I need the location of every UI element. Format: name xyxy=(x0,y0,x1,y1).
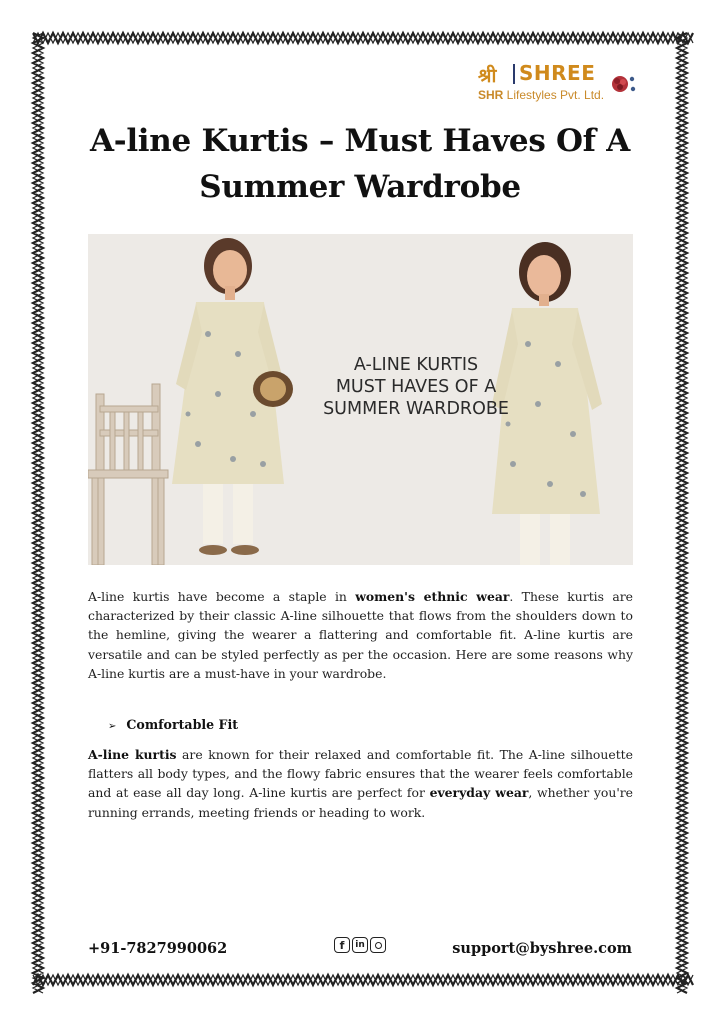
footer-phone[interactable]: +91-7827990062 xyxy=(88,940,228,957)
section-heading-text: Comfortable Fit xyxy=(126,717,239,732)
arrow-bullet-icon: ➢ xyxy=(108,721,117,732)
footer-email[interactable]: support@byshree.com xyxy=(452,940,632,957)
logo-subtitle xyxy=(478,88,604,102)
instagram-icon[interactable] xyxy=(370,937,386,953)
hero-banner-text: A-LINE KURTIS MUST HAVES OF A SUMMER WARDROBE xyxy=(323,355,509,419)
facebook-icon[interactable] xyxy=(334,937,350,953)
facebook-glyph: f xyxy=(339,938,345,952)
intro-text-start: A-line kurtis have become a staple in xyxy=(88,589,356,604)
company-logo xyxy=(478,60,648,110)
womens-ethnic-wear-link[interactable]: women's ethnic wear xyxy=(355,589,510,604)
flower-logo-icon xyxy=(608,70,638,100)
linkedin-glyph: in xyxy=(355,939,365,950)
linkedin-icon[interactable] xyxy=(352,937,368,953)
page-title: A-line Kurtis – Must Haves Of A Summer Wardrobe xyxy=(90,123,630,205)
a-line-kurtis-link[interactable]: A-line kurtis xyxy=(88,747,177,762)
hero-banner-image xyxy=(88,234,633,565)
instagram-lens xyxy=(375,942,382,949)
intro-text-end: . These kurtis are characterized by their classic A-line silhouette that flows from the shoulders down to the hemline, giving the wearer a flattering and comfortable fit. A-line kurtis are versatile and can be styled perfectly as per the occasion. Here are some reasons why A-line kurtis are a must-have in your wardrobe. xyxy=(88,589,633,681)
logo-brand-text: SHREE xyxy=(519,61,596,85)
intro-paragraph xyxy=(88,587,633,683)
logo-hindi-text: श्री xyxy=(478,65,497,87)
section-heading-comfortable-fit xyxy=(108,717,238,732)
logo-separator xyxy=(513,64,515,84)
social-icons xyxy=(334,937,386,953)
comfortable-fit-paragraph xyxy=(88,745,633,822)
everyday-wear-link[interactable]: everyday wear xyxy=(429,785,529,801)
logo-sub-bold: SHR xyxy=(478,88,504,102)
section-text-1: are known for their relaxed and comfortable fit. The A-line silhouette flatters all body types, and the flowy fabric ensures that the wearer feels comfortable and at ease all day long. A-line kurtis are perfect for xyxy=(88,747,633,801)
section-text-2: , whether you're running errands, meeting friends or heading to work. xyxy=(88,785,633,820)
logo-sub-rest: Lifestyles Pvt. Ltd. xyxy=(503,88,605,102)
